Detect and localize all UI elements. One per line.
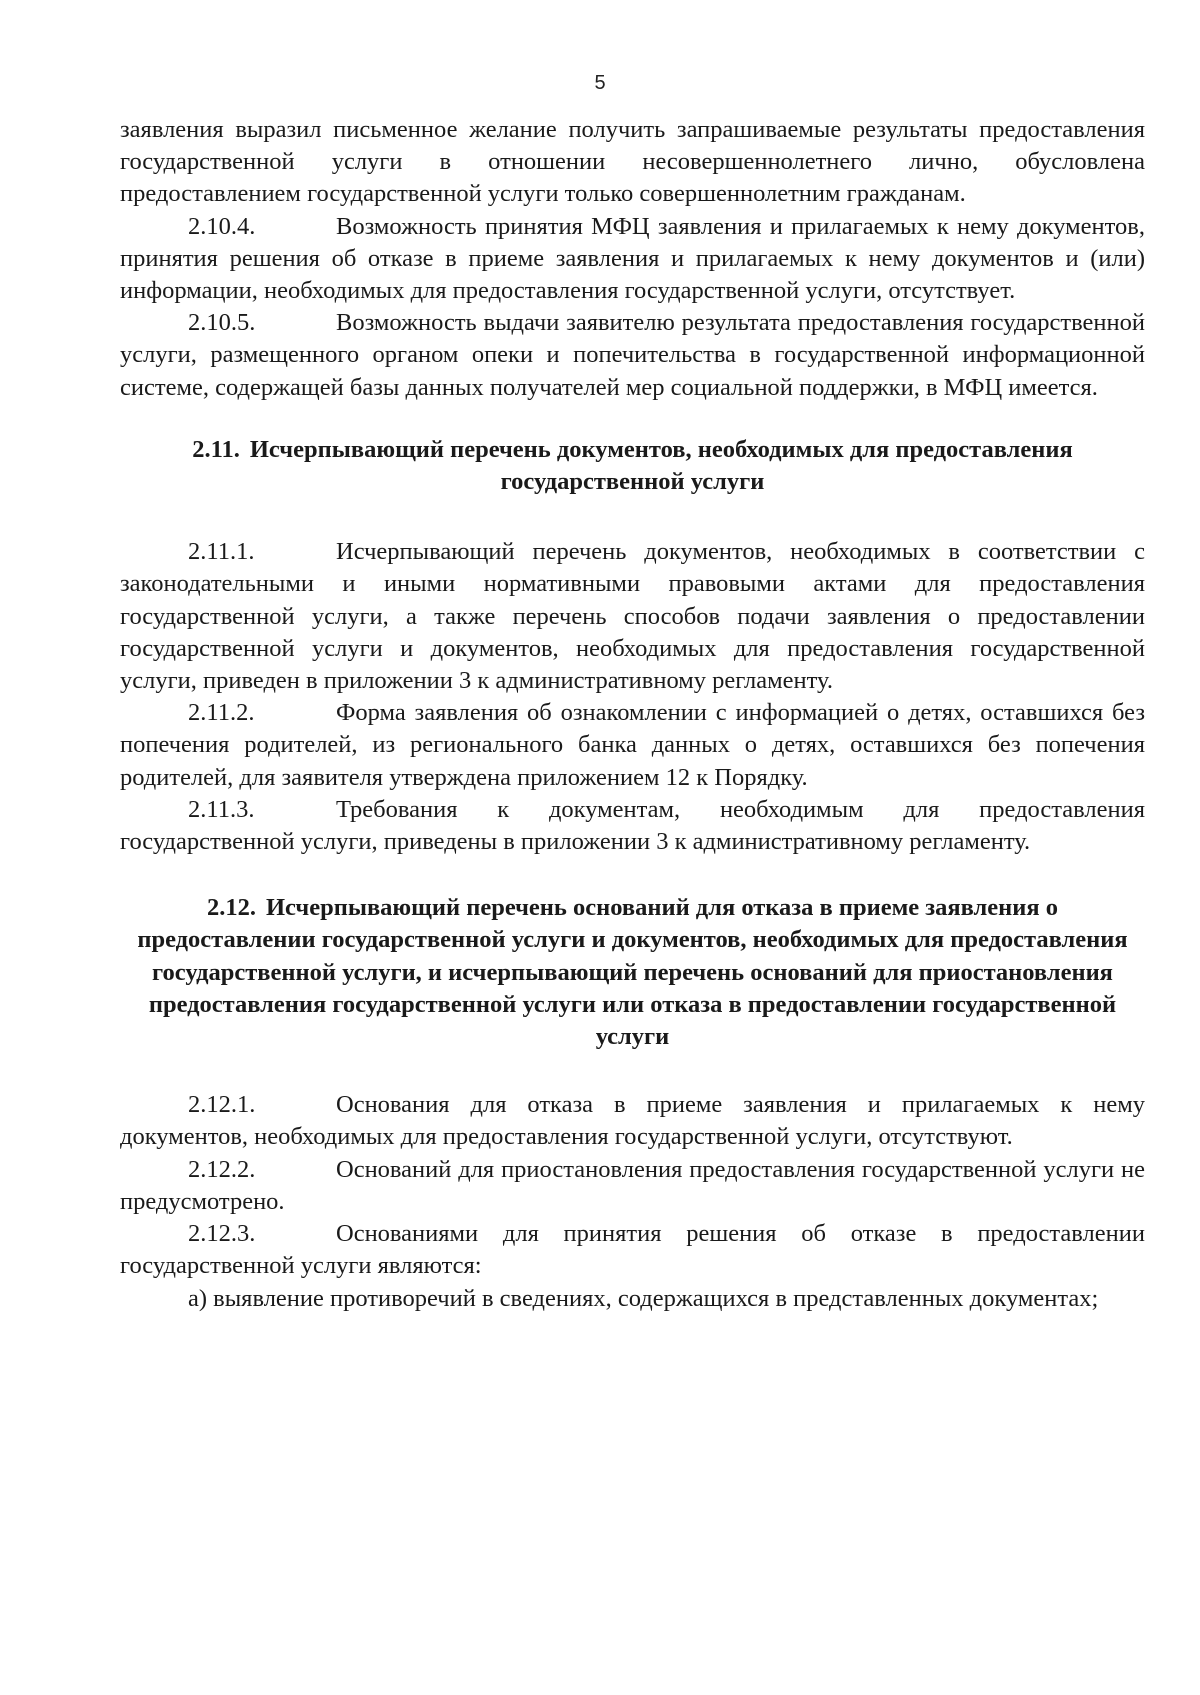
paragraph-text: Требования к документам, необходимым для предоставления государственной услуги, приведены в приложении 3 к административному регламенту. (120, 795, 1145, 856)
paragraph-2-12-2 (120, 1154, 1145, 1218)
clause-number: 2.11.2. (188, 699, 255, 727)
paragraph-2-11-2 (120, 697, 1145, 794)
clause-number: 2.11.1. (188, 538, 255, 566)
paragraph-text: а) выявление противоречий в сведениях, содержащихся в представленных документах; (188, 1284, 1099, 1312)
list-item-a (120, 1283, 1145, 1315)
paragraph-2-10-5 (120, 307, 1145, 404)
section-title: Исчерпывающий перечень документов, необходимых для предоставления государственной услуги (249, 435, 1073, 496)
paragraph-text: Оснований для приостановления предоставления государственной услуги не предусмотрено. (120, 1155, 1145, 1215)
paragraph-text: Исчерпывающий перечень документов, необходимых в соответствии с законодательными и иными нормативными правовыми актами для предоставления государственной услуги, а также перечень способов подачи заявления о предоставлении государственной услуги и документов, необходимых для предоставления государственной услуги, приведен в приложении 3 к административному регламенту. (120, 538, 1145, 695)
paragraph-2-11-3 (120, 794, 1145, 858)
section-number: 2.12. (206, 894, 256, 922)
clause-number: 2.10.5. (188, 309, 256, 337)
paragraph-text: Основания для отказа в приеме заявления и прилагаемых к нему документов, необходимых для предоставления государственной услуги, отсутствуют. (120, 1091, 1145, 1151)
paragraph-text: Возможность принятия МФЦ заявления и прилагаемых к нему документов, принятия решения об отказе в приеме заявления и прилагаемых к нему документов и (или) информации, необходимых для предоставления государственной услуги, отсутствует. (120, 212, 1145, 305)
clause-number: 2.12.1. (188, 1091, 256, 1119)
section-title: Исчерпывающий перечень оснований для отказа в приеме заявления о предоставлении государственной услуги и документов, необходимых для предоставления государственной услуги, и исчерпывающий перечень оснований для приостановления предоставления государственной услуги или отказа в предоставлении государственной услуги (137, 894, 1128, 1051)
section-number: 2.11. (192, 435, 240, 463)
paragraph-2-11-1 (120, 536, 1145, 697)
paragraph-2-10-4 (120, 211, 1145, 308)
clause-number: 2.10.4. (188, 212, 256, 240)
page-number: 5 (594, 72, 606, 94)
clause-number: 2.12.2. (188, 1155, 256, 1183)
paragraph-continued (120, 114, 1145, 211)
paragraph-text: заявления выразил письменное желание получить запрашиваемые результаты предоставления государственной услуги в отношении несовершеннолетнего лично, обусловлена предоставлением государственной услуги только совершеннолетним гражданам. (120, 116, 1145, 208)
section-heading-2-12 (120, 892, 1145, 1053)
paragraph-2-12-3 (120, 1218, 1145, 1282)
section-heading-2-11 (120, 434, 1145, 498)
paragraph-text: Форма заявления об ознакомлении с информацией о детях, оставшихся без попечения родителей, из регионального банка данных о детях, оставшихся без попечения родителей, для заявителя утверждена приложением 12 к Порядку. (120, 699, 1145, 791)
paragraph-2-12-1 (120, 1089, 1145, 1153)
clause-number: 2.12.3. (188, 1220, 256, 1248)
document-body (120, 114, 1145, 1315)
clause-number: 2.11.3. (188, 795, 255, 823)
paragraph-text: Возможность выдачи заявителю результата предоставления государственной услуги, размещенного органом опеки и попечительства в государственной информационной системе, содержащей базы данных получателей мер социальной поддержки, в МФЦ имеется. (120, 309, 1145, 401)
paragraph-text: Основаниями для принятия решения об отказе в предоставлении государственной услуги являются: (120, 1220, 1145, 1280)
